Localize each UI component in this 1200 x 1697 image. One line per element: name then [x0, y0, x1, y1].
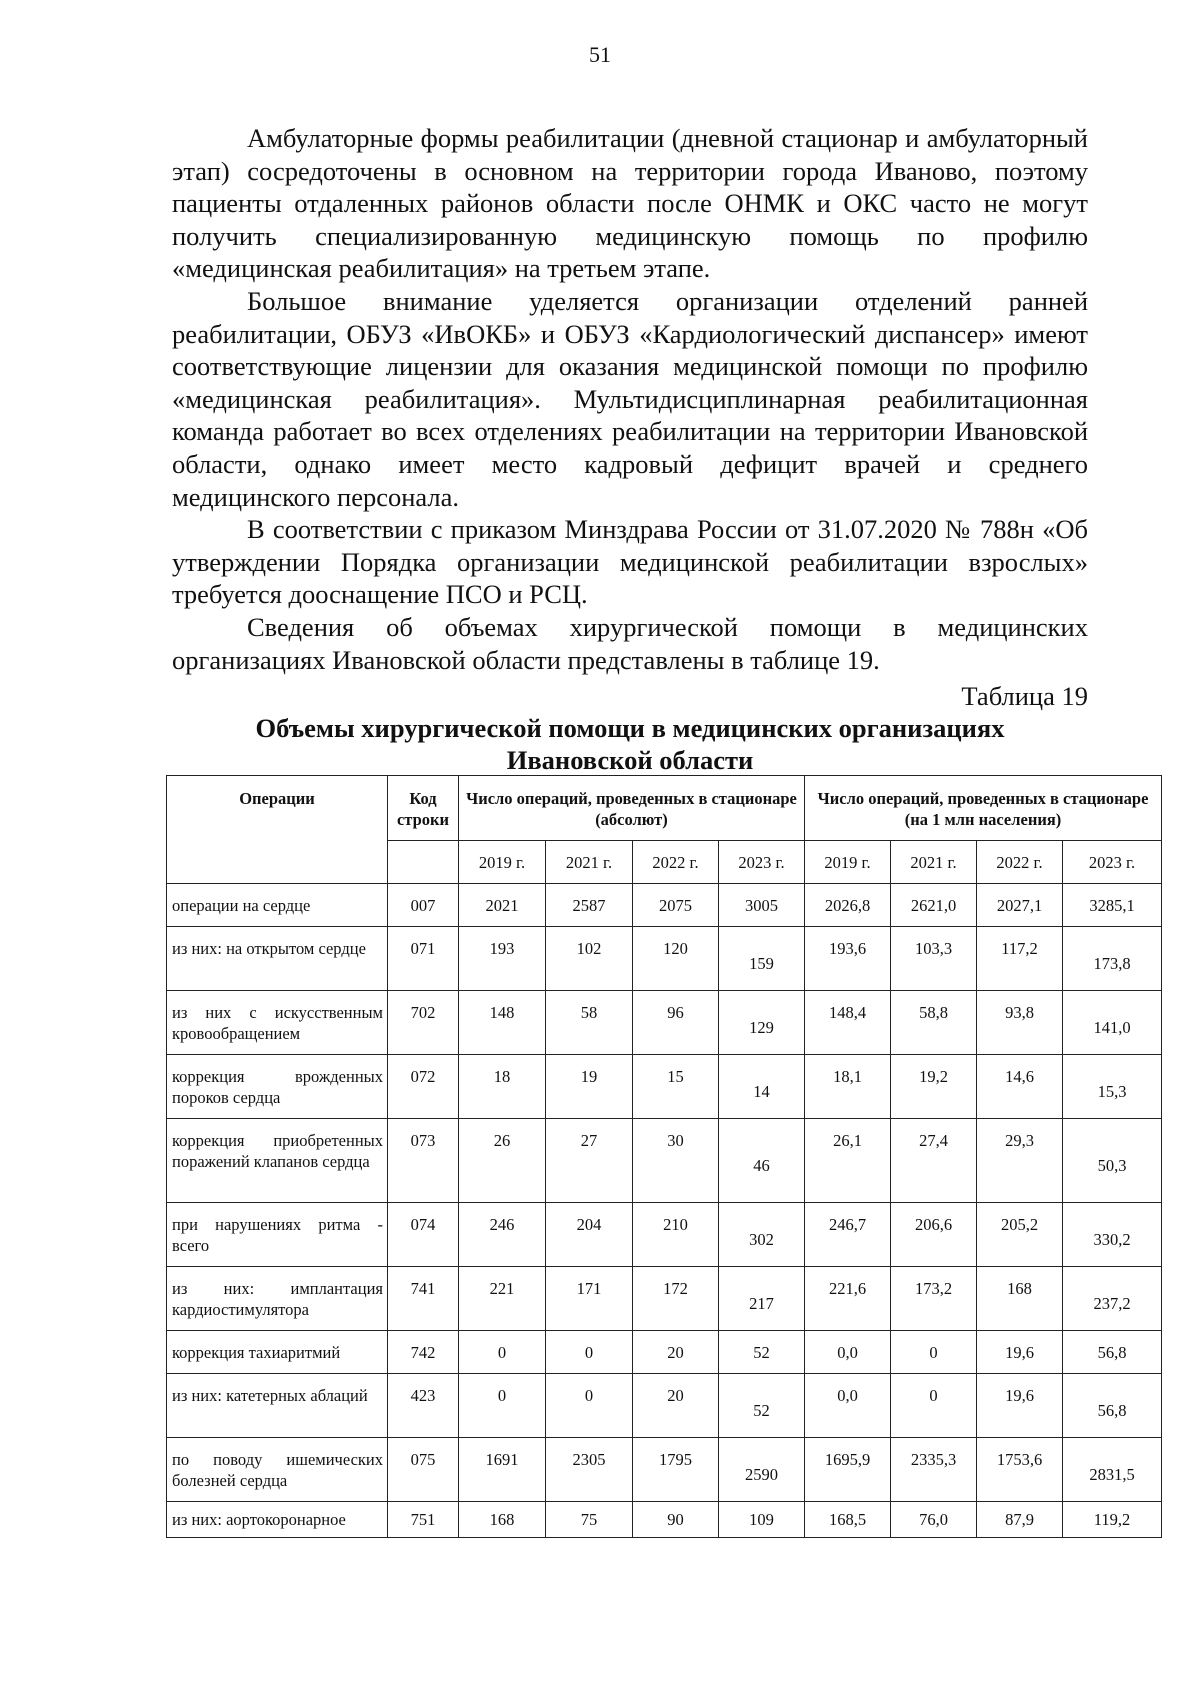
abs-2023: 217 [719, 1267, 805, 1331]
rel-2021: 0 [891, 1331, 977, 1374]
abs-2019: 2021 [459, 884, 546, 927]
rel-2022: 93,8 [977, 991, 1063, 1055]
rel-2021: 19,2 [891, 1055, 977, 1119]
header-rel-group: Число операций, проведенных в стационаре (на 1 млн населения) [805, 776, 1162, 841]
operation-name: коррекция врожденных пороков сердца [167, 1055, 388, 1119]
header-rel-year: 2023 г. [1063, 841, 1162, 884]
operation-name: из них: аортокоронарное [167, 1502, 388, 1538]
abs-2023: 302 [719, 1203, 805, 1267]
table-caption: Таблица 19 [961, 681, 1088, 711]
rel-2023: 15,3 [1063, 1055, 1162, 1119]
abs-2019: 1691 [459, 1438, 546, 1502]
table-row [167, 1374, 1162, 1438]
row-code: 072 [388, 1055, 459, 1119]
page-number: 51 [589, 42, 611, 67]
table-row [167, 1119, 1162, 1203]
table-row [167, 927, 1162, 991]
abs-2021: 19 [546, 1055, 633, 1119]
table-title-line-2: Ивановской области [506, 745, 754, 775]
paragraph-4: Сведения об объемах хирургической помощи в медицинских организациях Ивановской области представлены в таблице 19. [172, 611, 1088, 675]
rel-2019: 168,5 [805, 1502, 891, 1538]
rel-2023: 56,8 [1063, 1331, 1162, 1374]
abs-2019: 26 [459, 1119, 546, 1203]
abs-2022: 1795 [633, 1438, 719, 1502]
row-code: 071 [388, 927, 459, 991]
rel-2022: 117,2 [977, 927, 1063, 991]
rel-2021: 76,0 [891, 1502, 977, 1538]
rel-2023: 50,3 [1063, 1119, 1162, 1203]
rel-2021: 2621,0 [891, 884, 977, 927]
operation-name: коррекция тахиаритмий [167, 1331, 388, 1374]
row-code: 702 [388, 991, 459, 1055]
row-code: 075 [388, 1438, 459, 1502]
row-code: 751 [388, 1502, 459, 1538]
rel-2019: 26,1 [805, 1119, 891, 1203]
abs-2023: 2590 [719, 1438, 805, 1502]
table-row [167, 1203, 1162, 1267]
abs-2021: 2305 [546, 1438, 633, 1502]
rel-2022: 14,6 [977, 1055, 1063, 1119]
rel-2019: 221,6 [805, 1267, 891, 1331]
surgery-table [166, 775, 1162, 1538]
rel-2023: 2831,5 [1063, 1438, 1162, 1502]
abs-2019: 246 [459, 1203, 546, 1267]
rel-2019: 0,0 [805, 1374, 891, 1438]
operation-name: коррекция приобретенных поражений клапанов сердца [167, 1119, 388, 1203]
rel-2019: 193,6 [805, 927, 891, 991]
table-row [167, 1055, 1162, 1119]
rel-2021: 0 [891, 1374, 977, 1438]
operation-name: при нарушениях ритма - всего [167, 1203, 388, 1267]
operation-name: по поводу ишемических болезней сердца [167, 1438, 388, 1502]
row-code: 741 [388, 1267, 459, 1331]
rel-2021: 103,3 [891, 927, 977, 991]
abs-2022: 30 [633, 1119, 719, 1203]
row-code: 423 [388, 1374, 459, 1438]
header-code: Код строки [388, 776, 459, 841]
operation-name: из них: катетерных аблаций [167, 1374, 388, 1438]
abs-2023: 52 [719, 1374, 805, 1438]
header-code-empty [388, 841, 459, 884]
abs-2022: 15 [633, 1055, 719, 1119]
header-rel-year: 2019 г. [805, 841, 891, 884]
table-row [167, 884, 1162, 927]
rel-2023: 141,0 [1063, 991, 1162, 1055]
operation-name: из них: имплантация кардиостимулятора [167, 1267, 388, 1331]
rel-2022: 205,2 [977, 1203, 1063, 1267]
abs-2021: 204 [546, 1203, 633, 1267]
rel-2023: 119,2 [1063, 1502, 1162, 1538]
paragraph-2: Большое внимание уделяется организации отделений ранней реабилитации, ОБУЗ «ИвОКБ» и ОБУЗ «Кардиологический диспансер» имеют соответствующие лицензии для оказания медицинской помощи по профилю «медицинская реабилитация». Мультидисциплинарная реабилитационная команда работает во всех отделениях реабилитации на территории Ивановской области, однако имеет место кадровый дефицит врачей и среднего медицинского персонала. [172, 285, 1088, 512]
abs-2019: 221 [459, 1267, 546, 1331]
rel-2022: 1753,6 [977, 1438, 1063, 1502]
abs-2023: 14 [719, 1055, 805, 1119]
rel-2021: 206,6 [891, 1203, 977, 1267]
abs-2021: 58 [546, 991, 633, 1055]
abs-2022: 20 [633, 1374, 719, 1438]
abs-2023: 3005 [719, 884, 805, 927]
abs-2019: 148 [459, 991, 546, 1055]
rel-2022: 87,9 [977, 1502, 1063, 1538]
rel-2021: 27,4 [891, 1119, 977, 1203]
row-code: 007 [388, 884, 459, 927]
rel-2021: 58,8 [891, 991, 977, 1055]
paragraph-1: Амбулаторные формы реабилитации (дневной стационар и амбулаторный этап) сосредоточены в основном на территории города Иваново, поэтому пациенты отдаленных районов области после ОНМК и ОКС часто не могут получить специализированную медицинскую помощь по профилю «медицинская реабилитация» на третьем этапе. [172, 123, 1088, 284]
abs-2022: 172 [633, 1267, 719, 1331]
table-title-line-1: Объемы хирургической помощи в медицинских организациях [255, 713, 1005, 743]
table-row [167, 1267, 1162, 1331]
header-rel-year: 2021 г. [891, 841, 977, 884]
rel-2022: 19,6 [977, 1374, 1063, 1438]
header-abs-year: 2021 г. [546, 841, 633, 884]
abs-2019: 18 [459, 1055, 546, 1119]
abs-2021: 75 [546, 1502, 633, 1538]
rel-2019: 18,1 [805, 1055, 891, 1119]
header-abs-year: 2023 г. [719, 841, 805, 884]
rel-2022: 29,3 [977, 1119, 1063, 1203]
rel-2019: 1695,9 [805, 1438, 891, 1502]
rel-2023: 173,8 [1063, 927, 1162, 991]
abs-2023: 52 [719, 1331, 805, 1374]
rel-2021: 173,2 [891, 1267, 977, 1331]
row-code: 073 [388, 1119, 459, 1203]
rel-2023: 330,2 [1063, 1203, 1162, 1267]
rel-2022: 2027,1 [977, 884, 1063, 927]
rel-2023: 3285,1 [1063, 884, 1162, 927]
table-row [167, 1438, 1162, 1502]
rel-2022: 168 [977, 1267, 1063, 1331]
table-row [167, 1331, 1162, 1374]
rel-2019: 148,4 [805, 991, 891, 1055]
rel-2019: 2026,8 [805, 884, 891, 927]
operation-name: из них: на открытом сердце [167, 927, 388, 991]
abs-2021: 27 [546, 1119, 633, 1203]
abs-2021: 102 [546, 927, 633, 991]
header-operations: Операции [167, 776, 388, 884]
table-title [172, 712, 1088, 776]
rel-2019: 246,7 [805, 1203, 891, 1267]
rel-2021: 2335,3 [891, 1438, 977, 1502]
header-abs-group: Число операций, проведенных в стационаре (абсолют) [459, 776, 805, 841]
abs-2021: 0 [546, 1331, 633, 1374]
operation-name: из них с искусственным кровообращением [167, 991, 388, 1055]
abs-2023: 159 [719, 927, 805, 991]
abs-2021: 2587 [546, 884, 633, 927]
header-rel-year: 2022 г. [977, 841, 1063, 884]
abs-2019: 168 [459, 1502, 546, 1538]
rel-2019: 0,0 [805, 1331, 891, 1374]
abs-2022: 90 [633, 1502, 719, 1538]
abs-2022: 210 [633, 1203, 719, 1267]
row-code: 074 [388, 1203, 459, 1267]
rel-2023: 56,8 [1063, 1374, 1162, 1438]
abs-2021: 171 [546, 1267, 633, 1331]
abs-2022: 20 [633, 1331, 719, 1374]
header-abs-year: 2022 г. [633, 841, 719, 884]
abs-2019: 193 [459, 927, 546, 991]
rel-2023: 237,2 [1063, 1267, 1162, 1331]
table-row [167, 991, 1162, 1055]
body-text [172, 122, 1088, 676]
paragraph-3: В соответствии с приказом Минздрава России от 31.07.2020 № 788н «Об утверждении Порядка организации медицинской реабилитации взрослых» требуется дооснащение ПСО и РСЦ. [172, 514, 1088, 610]
operation-name: операции на сердце [167, 884, 388, 927]
header-abs-year: 2019 г. [459, 841, 546, 884]
abs-2019: 0 [459, 1331, 546, 1374]
abs-2023: 46 [719, 1119, 805, 1203]
row-code: 742 [388, 1331, 459, 1374]
abs-2023: 109 [719, 1502, 805, 1538]
table-row [167, 1502, 1162, 1538]
abs-2023: 129 [719, 991, 805, 1055]
rel-2022: 19,6 [977, 1331, 1063, 1374]
abs-2022: 96 [633, 991, 719, 1055]
abs-2021: 0 [546, 1374, 633, 1438]
abs-2019: 0 [459, 1374, 546, 1438]
abs-2022: 120 [633, 927, 719, 991]
abs-2022: 2075 [633, 884, 719, 927]
